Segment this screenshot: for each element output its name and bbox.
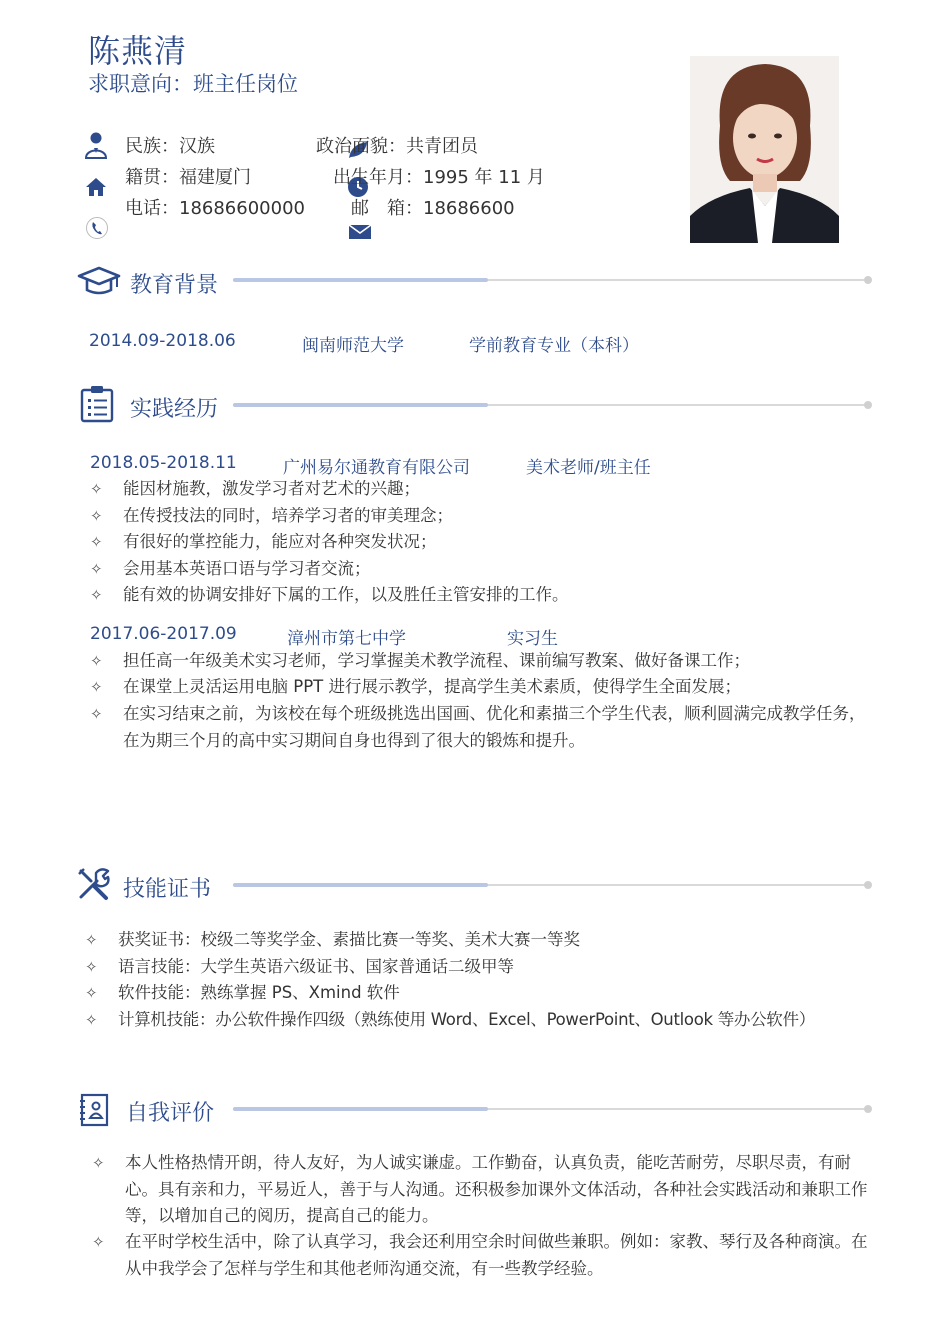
list-item: ✧ 能有效的协调安排好下属的工作，以及胜任主管安排的工作。 (90, 585, 569, 604)
section-divider (233, 1108, 868, 1110)
job-period: 2017.06-2017.09 (90, 624, 237, 644)
hometown: 籍贯：福建厦门 (125, 167, 251, 188)
job-intent: 求职意向：班主任岗位 (88, 72, 298, 96)
education-period: 2014.09-2018.06 (89, 331, 236, 351)
phone-icon (85, 216, 109, 240)
section-divider (233, 279, 868, 281)
mail-icon (348, 224, 372, 240)
profile-card-icon (79, 1093, 109, 1127)
section-title-self-evaluation: 自我评价 (126, 1101, 215, 1126)
graduation-cap-icon (77, 265, 121, 297)
education-school: 闽南师范大学 (302, 336, 404, 356)
section-title-skills: 技能证书 (123, 877, 212, 902)
list-item: ✧ 担任高一年级美术实习老师，学习掌握美术教学流程、课前编写教案、做好备课工作； (90, 651, 750, 670)
list-item: ✧ 在课堂上灵活运用电脑 PPT 进行展示教学，提高学生美术素质，使得学生全面发展； (90, 677, 741, 696)
list-item: ✧ 语言技能：大学生英语六级证书、国家普通话二级甲等 (85, 957, 514, 976)
email: 邮 箱：18686600 (351, 198, 515, 219)
list-item: ✧ 会用基本英语口语与学习者交流； (90, 559, 371, 578)
list-item: ✧ 能因材施教，激发学习者对艺术的兴趣； (90, 479, 420, 498)
profile-photo (690, 56, 839, 243)
section-title-practice: 实践经历 (130, 397, 219, 422)
home-icon (85, 177, 107, 197)
resume-name: 陈燕清 (88, 32, 188, 70)
list-item: ✧ 有很好的掌控能力，能应对各种突发状况； (90, 532, 437, 551)
list-item: ✧ 在传授技法的同时，培养学习者的审美理念； (90, 506, 453, 525)
list-item: ✧ 在实习结束之前，为该校在每个班级挑选出国画、优化和素描三个学生代表，顺利圆满完成教学任务，在为期三个月的高中实习期间自身也得到了很大的锻炼和提升。 (90, 704, 866, 750)
political-status: 政治面貌：共青团员 (316, 136, 478, 157)
phone-number: 电话：18686600000 (125, 198, 305, 219)
clipboard-icon (80, 385, 114, 423)
job-company: 广州易尔通教育有限公司 (283, 458, 470, 478)
job-company: 漳州市第七中学 (287, 629, 406, 649)
tools-icon (77, 867, 111, 901)
job-role: 美术老师/班主任 (526, 458, 651, 478)
list-item: ✧ 软件技能：熟练掌握 PS、Xmind 软件 (85, 983, 400, 1002)
list-item: ✧ 本人性格热情开朗，待人友好，为人诚实谦虚。工作勤奋，认真负责，能吃苦耐劳，尽职尽责，有耐心。具有亲和力，平易近人，善于与人沟通。还积极参加课外文体活动，各种社会实践活动和兼职工作等，以增加自己的阅历，提高自己的能力。 (92, 1153, 868, 1225)
person-icon (85, 131, 107, 159)
birth-date: 出生年月：1995 年 11 月 (333, 167, 545, 188)
ethnicity: 民族：汉族 (125, 136, 215, 157)
job-role: 实习生 (507, 629, 558, 649)
list-item: ✧ 获奖证书：校级二等奖学金、素描比赛一等奖、美术大赛一等奖 (85, 930, 580, 949)
section-title-education: 教育背景 (130, 273, 219, 298)
list-item: ✧ 在平时学校生活中，除了认真学习，我会还利用空余时间做些兼职。例如：家教、琴行及各种商演。在从中我学会了怎样与学生和其他老师沟通交流，有一些教学经验。 (92, 1232, 868, 1278)
job-period: 2018.05-2018.11 (90, 453, 237, 473)
education-major: 学前教育专业（本科） (469, 336, 639, 356)
section-divider (233, 884, 868, 886)
section-divider (233, 404, 868, 406)
list-item: ✧ 计算机技能：办公软件操作四级（熟练使用 Word、Excel、PowerPoint、Outlook 等办公软件） (85, 1010, 815, 1029)
